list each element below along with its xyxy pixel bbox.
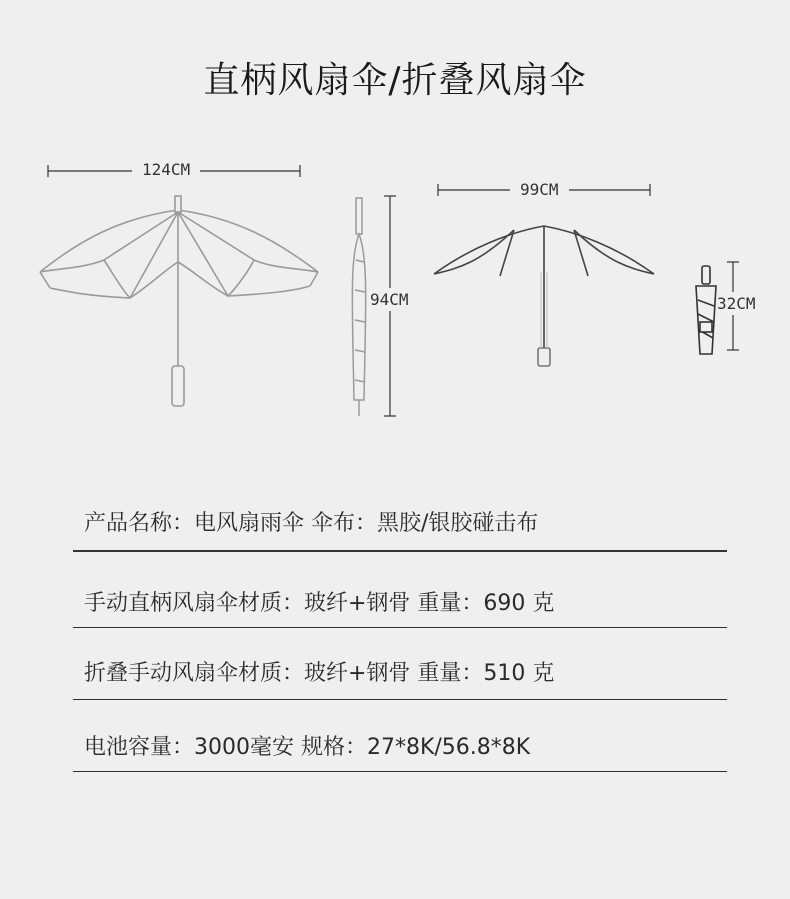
spec-folding-umbrella: 折叠手动风扇伞材质：玻纤+钢骨 重量：510 克 [84,661,555,686]
straight-umbrella-closed-drawing [352,198,365,416]
folding-length-label: 32CM [717,294,756,313]
folding-width-label: 99CM [510,180,569,199]
divider [73,771,727,772]
spec-product-name: 产品名称：电风扇雨伞 伞布：黑胶/银胶碰击布 [84,511,539,536]
divider [73,699,727,700]
folding-umbrella-open-drawing [434,226,654,366]
divider [73,550,727,552]
spec-battery-size: 电池容量：3000毫安 规格：27*8K/56.8*8K [84,735,531,760]
straight-umbrella-open-drawing [40,196,318,406]
umbrella-dimension-diagram [0,0,790,440]
page-title: 直柄风扇伞/折叠风扇伞 [203,60,587,101]
folding-umbrella-closed-drawing [696,266,716,354]
umbrella-line-drawings [0,0,790,440]
divider [73,627,727,628]
spec-straight-umbrella: 手动直柄风扇伞材质：玻纤+钢骨 重量：690 克 [84,591,555,616]
straight-length-label: 94CM [370,290,409,309]
straight-width-label: 124CM [132,160,200,179]
